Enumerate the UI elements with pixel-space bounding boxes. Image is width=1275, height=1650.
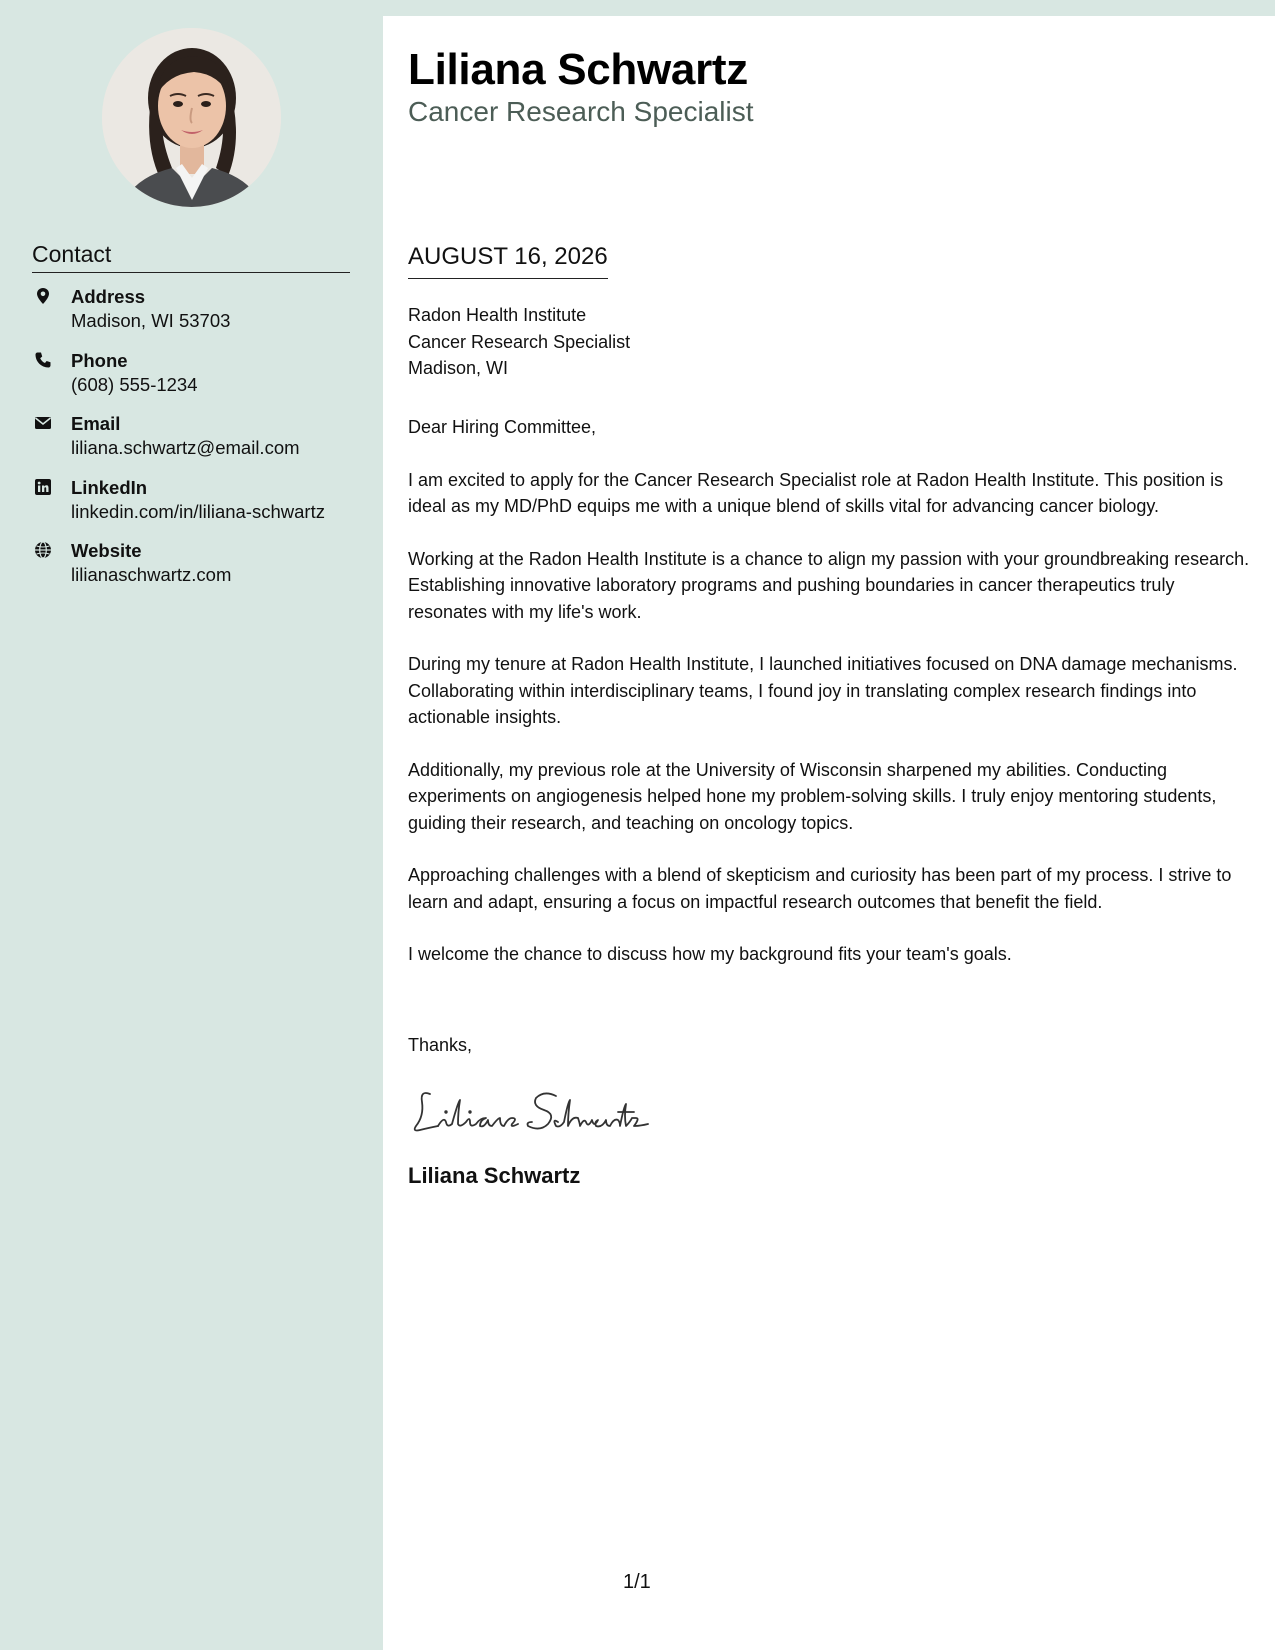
map-pin-icon [34, 287, 52, 305]
contact-value: linkedin.com/in/liliana-schwartz [71, 500, 325, 522]
letter-paragraph: Additionally, my previous role at the University of Wisconsin sharpened my abilities. Conducting experiments on angiogenesis helped hone my problem-solving skills. I truly enjoy mentoring students, guiding their research, and teaching on oncology topics. [408, 759, 1217, 833]
contact-address [32, 285, 372, 349]
letter-page [383, 16, 1275, 1650]
letter-paragraph: Working at the Radon Health Institute is a chance to align my passion with your groundbreaking research. Establishing innovative laboratory programs and pushing boundaries in cancer therapeutics truly resonates with my life's work. [408, 548, 1250, 622]
salutation: Dear Hiring Committee, [408, 417, 597, 437]
contact-phone [32, 349, 372, 413]
recipient-block [408, 302, 630, 382]
recipient-line: Madison, WI [408, 358, 509, 378]
contact-label: Address [71, 286, 146, 307]
linkedin-icon [34, 478, 52, 496]
contact-value: Madison, WI 53703 [71, 310, 231, 331]
contact-website [32, 539, 372, 603]
letter-date: AUGUST 16, 2026 [408, 242, 608, 279]
recipient-line: Radon Health Institute [408, 305, 587, 325]
contact-label: LinkedIn [71, 476, 148, 498]
signed-name: Liliana Schwartz [408, 1163, 581, 1188]
sidebar [0, 0, 383, 1650]
letter-paragraph: I am excited to apply for the Cancer Research Specialist role at Radon Health Institute. This position is ideal as my MD/PhD equips me with a unique blend of skills vital for advancing cancer biology. [408, 469, 1224, 516]
contact-value: lilianaschwartz.com [71, 564, 232, 585]
handwritten-signature [408, 1082, 678, 1142]
contact-email [32, 412, 372, 476]
contact-label: Website [71, 540, 142, 561]
letter-paragraph: I welcome the chance to discuss how my background fits your team's goals. [408, 944, 1012, 964]
letter-paragraph: Approaching challenges with a blend of skepticism and curiosity has been part of my process. I strive to learn and adapt, ensuring a focus on impactful research outcomes that benefit the field. [408, 865, 1232, 912]
letter-paragraph: During my tenure at Radon Health Institute, I launched initiatives focused on DNA damage mechanisms. Collaborating within interdisciplinary teams, I found joy in translating complex research findings into actionable insights. [408, 654, 1238, 727]
envelope-icon [34, 414, 52, 432]
contact-label: Email [71, 413, 121, 434]
applicant-role: Cancer Research Specialist [408, 96, 754, 127]
contact-value: (608) 555-1234 [71, 373, 198, 395]
contact-label: Phone [71, 349, 128, 371]
applicant-name: Liliana Schwartz [408, 45, 748, 94]
contact-list [32, 285, 372, 603]
closing: Thanks, [408, 1035, 473, 1055]
letter-body [408, 414, 1258, 994]
contact-heading: Contact [32, 240, 350, 273]
page-number: 1/1 [623, 1571, 651, 1593]
phone-icon [34, 351, 52, 369]
globe-icon [34, 541, 52, 559]
profile-photo [102, 28, 281, 207]
contact-value: liliana.schwartz@email.com [71, 437, 300, 458]
recipient-line: Cancer Research Specialist [408, 331, 631, 352]
contact-linkedin [32, 476, 372, 540]
